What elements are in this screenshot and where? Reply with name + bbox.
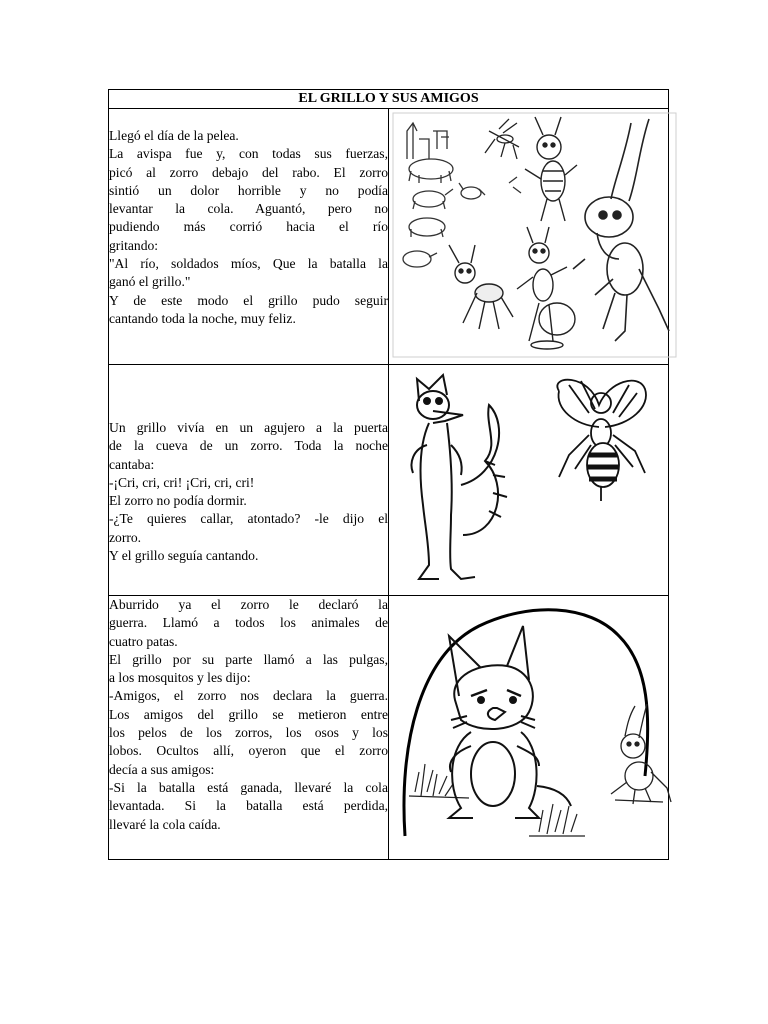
fox-and-wasp-illustration	[389, 365, 680, 594]
illustration-cell-2	[389, 365, 669, 596]
line: Aburrido ya el zorro le declaró la	[109, 597, 388, 612]
line: Los amigos del grillo se metieron entre	[109, 706, 388, 722]
line: cuatro patas.	[109, 633, 178, 649]
line: gritando:	[109, 237, 159, 253]
line: Un grillo vivía en un agujero a la puerta	[109, 420, 388, 435]
line: Llegó el día de la pelea.	[109, 128, 239, 143]
story-text-2	[109, 365, 389, 596]
line: sintió un dolor horrible y no podía	[109, 182, 388, 198]
line: pudiendo más corrió hacia el río	[109, 219, 388, 235]
line: Y el grillo seguía cantando.	[109, 548, 259, 564]
line: decía a sus amigos:	[109, 761, 215, 777]
animals-and-insects-illustration	[389, 109, 680, 363]
story-row-2	[109, 365, 669, 596]
line: -Amigos, el zorro nos declara la guerra.	[109, 688, 388, 704]
story-row-3	[109, 596, 669, 860]
line: "Al río, soldados míos, Que la batalla la	[109, 256, 388, 272]
line: levantar la cola. Aguantó, pero no	[109, 201, 388, 217]
line: -¿Te quieres callar, atontado? -le dijo el	[109, 511, 388, 527]
line: picó al zorro debajo del rabo. El zorro	[109, 164, 388, 180]
story-table	[108, 89, 669, 860]
line: cantando toda la noche, muy feliz.	[109, 310, 296, 326]
line: los pelos de los zorros, los osos y los	[109, 725, 388, 741]
story-title: EL GRILLO Y SUS AMIGOS	[109, 90, 669, 109]
line: guerra. Llamó a todos los animales de	[109, 615, 388, 631]
line: El grillo por su parte llamó a las pulgas,	[109, 651, 388, 667]
line: -Si la batalla está ganada, llevaré la cola	[109, 779, 388, 795]
illustration-cell-1	[389, 109, 669, 365]
line: El zorro no podía dormir.	[109, 493, 247, 509]
line: lobos. Ocultos allí, oyeron que el zorro	[109, 743, 388, 759]
line: cantaba:	[109, 456, 155, 472]
line: a los mosquitos y les dijo:	[109, 670, 251, 686]
line: Y de este modo el grillo pudo seguir	[109, 292, 388, 308]
fox-in-cave-and-cricket-illustration	[389, 596, 680, 858]
line: llevaré la cola caída.	[109, 816, 221, 832]
title-row	[109, 90, 669, 109]
line: ganó el grillo."	[109, 274, 191, 290]
line: zorro.	[109, 529, 142, 545]
line: La avispa fue y, con todas sus fuerzas,	[109, 146, 388, 162]
line: -¡Cri, cri, cri! ¡Cri, cri, cri!	[109, 474, 255, 490]
line: levantada. Si la batalla está perdida,	[109, 798, 388, 814]
story-text-1	[109, 109, 389, 365]
story-row-1	[109, 109, 669, 365]
story-text-3	[109, 596, 389, 860]
line: de la cueva de un zorro. Toda la noche	[109, 438, 388, 454]
illustration-cell-3	[389, 596, 669, 860]
